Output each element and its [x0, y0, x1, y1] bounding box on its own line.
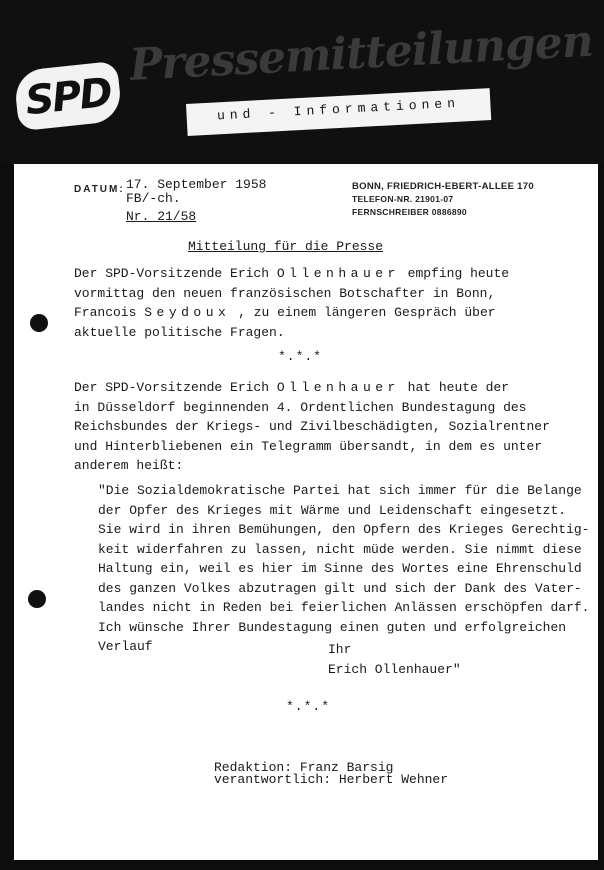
name-ollenhauer: Ollenhauer [276, 380, 400, 395]
masthead [0, 0, 604, 164]
paragraph-line: in Düsseldorf beginnenden 4. Ordentlichen Bundestagung des [74, 399, 527, 415]
quote-line: des ganzen Volkes abzutragen gilt und sich der Dank des Vater- [98, 580, 582, 596]
punch-hole [28, 590, 46, 608]
signature-line: Ihr [328, 642, 352, 657]
text-fragment: Der SPD-Vorsitzende Erich [74, 266, 277, 281]
responsible-line: verantwortlich: Herbert Wehner [214, 772, 449, 787]
reference-code: FB/-ch. [126, 191, 181, 206]
paragraph-line [74, 378, 594, 398]
quote-line: Verlauf [98, 639, 153, 654]
redaktion-line: Redaktion: Franz Barsig [214, 760, 394, 775]
paragraph-line: Reichsbundes der Kriegs- und Zivilbeschädigten, Sozialrentner [74, 419, 550, 434]
spd-logo [13, 61, 123, 132]
separator-stars: *.*.* [278, 349, 323, 364]
quote-line: der Opfer des Krieges mit Wärme und Leidenschaft eingesetzt. [98, 502, 567, 518]
date-value: 17. September 1958 [126, 177, 267, 192]
paragraph-line: anderem heißt: [74, 458, 184, 473]
paragraph-2 [74, 378, 594, 476]
quote-line: Haltung ein, weil es hier im Sinne des Wortes eine Ehrenschuld [98, 561, 582, 576]
name-seydoux: Seydoux [144, 305, 231, 320]
issue-number: Nr. 21/58 [126, 209, 197, 224]
sender-address [352, 180, 592, 219]
text-fragment: Francois [74, 305, 145, 320]
datum-label: DATUM: [74, 184, 125, 195]
quote-line: landes nicht in Reden bei feierlichen Anlässen erschöpfen darf. [98, 600, 590, 615]
paragraph-line [74, 264, 594, 284]
quote-line: "Die Sozialdemokratische Partei hat sich immer für die Belange [98, 483, 582, 498]
text-fragment: Der SPD-Vorsitzende Erich [74, 380, 277, 395]
paragraph-line: und Hinterbliebenen ein Telegramm übersandt, in dem es unter [74, 438, 543, 454]
address-street: BONN, FRIEDRICH-EBERT-ALLEE 170 [352, 181, 534, 192]
editorial-credits [214, 762, 448, 786]
text-fragment: empfing heute [399, 266, 510, 281]
signature-block [328, 640, 461, 680]
signature-name: Erich Ollenhauer" [328, 662, 461, 677]
paragraph-line [74, 303, 594, 323]
paragraph-1 [74, 264, 594, 342]
telegram-quote [98, 481, 598, 657]
ribbon-text: und - Informationen [216, 95, 461, 124]
punch-hole [30, 314, 48, 332]
quote-line: keit widerfahren zu lassen, nicht müde werden. Sie nimmt diese [98, 541, 582, 557]
text-fragment: , zu einem längeren Gespräch über [230, 305, 496, 320]
separator-stars: *.*.* [286, 699, 331, 714]
logo-text: SPD [23, 69, 113, 125]
address-telex: FERNSCHREIBER 0886890 [352, 207, 467, 217]
text-fragment: hat heute der [399, 380, 510, 395]
quote-line: Sie wird in ihren Bemühungen, den Opfern des Krieges Gerechtig- [98, 522, 590, 537]
address-phone: TELEFON-NR. 21901-07 [352, 194, 454, 204]
paragraph-line: vormittag den neuen französischen Botschafter in Bonn, [74, 285, 496, 301]
ribbon [186, 88, 491, 136]
name-ollenhauer: Ollenhauer [276, 266, 400, 281]
document-headline: Mitteilung für die Presse [188, 239, 384, 254]
date-lines [126, 178, 326, 224]
masthead-title: Pressemitteilungen [128, 15, 594, 91]
quote-line: Ich wünsche Ihrer Bundestagung einen guten und erfolgreichen [98, 619, 567, 635]
paragraph-line: aktuelle politische Fragen. [74, 324, 285, 340]
